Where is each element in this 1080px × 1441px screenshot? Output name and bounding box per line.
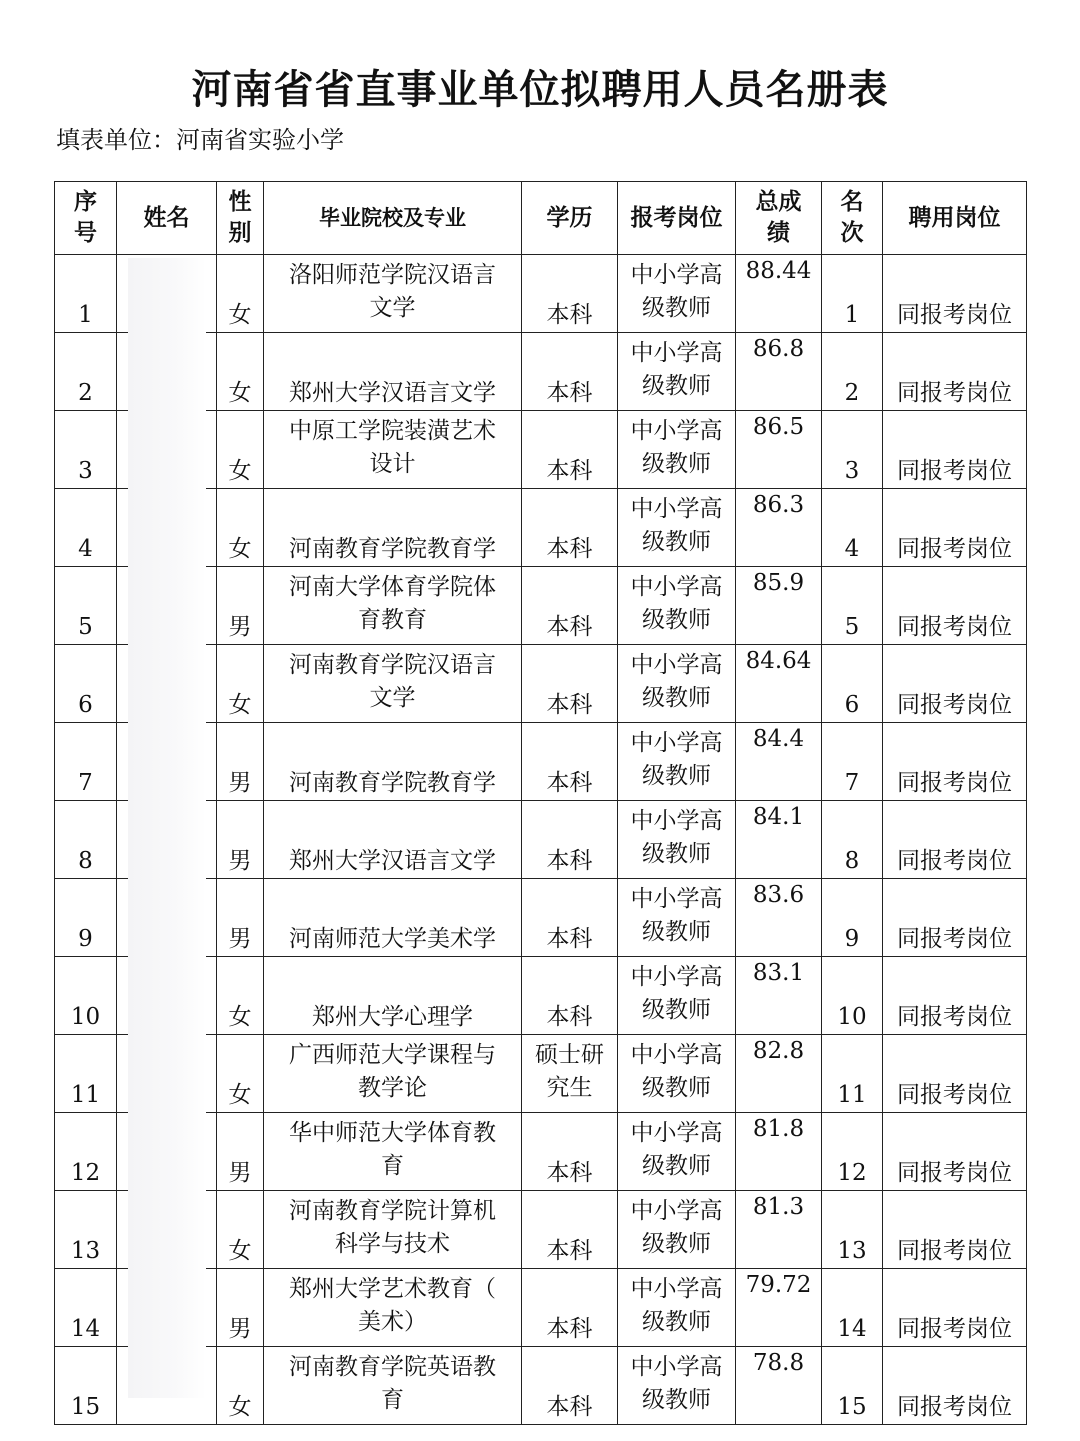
cell-hired-post: 同报考岗位 [883, 1347, 1027, 1425]
cell-school-major-line: 郑州大学艺术教育（ [289, 1276, 496, 1302]
cell-gender: 男 [217, 1269, 264, 1347]
cell-school-major-line: 科学与技术 [335, 1231, 450, 1257]
cell-rank: 1 [822, 255, 883, 333]
cell-applied-post [618, 411, 736, 489]
header-rank [822, 182, 883, 255]
cell-applied-post [618, 1113, 736, 1191]
cell-applied-post-line: 中小学高 [630, 1354, 723, 1380]
page-title: 河南省省直事业单位拟聘用人员名册表 [191, 67, 889, 113]
cell-education: 本科 [522, 801, 618, 879]
cell-school-major [264, 411, 522, 489]
cell-rank: 7 [822, 723, 883, 801]
cell-total-score: 86.8 [736, 333, 822, 411]
cell-school-major [264, 1191, 522, 1269]
cell-school-major-line: 广西师范大学课程与 [289, 1042, 496, 1068]
cell-applied-post-line: 级教师 [642, 295, 711, 321]
header-seq [55, 182, 117, 255]
cell-applied-post-line: 中小学高 [630, 340, 723, 366]
cell-seq: 12 [55, 1113, 117, 1191]
cell-seq: 13 [55, 1191, 117, 1269]
cell-applied-post-line: 级教师 [642, 919, 711, 945]
cell-seq: 6 [55, 645, 117, 723]
cell-hired-post: 同报考岗位 [883, 723, 1027, 801]
header-seq-text: 序号 [74, 189, 97, 246]
cell-applied-post-line: 级教师 [642, 607, 711, 633]
cell-applied-post-line: 中小学高 [630, 262, 723, 288]
cell-total-score: 81.3 [736, 1191, 822, 1269]
cell-total-score: 84.4 [736, 723, 822, 801]
cell-seq: 14 [55, 1269, 117, 1347]
cell-total-score: 84.1 [736, 801, 822, 879]
cell-seq: 4 [55, 489, 117, 567]
cell-applied-post-line: 级教师 [642, 373, 711, 399]
cell-applied-post-line: 级教师 [642, 841, 711, 867]
cell-school-major: 郑州大学汉语言文学 [264, 333, 522, 411]
cell-rank: 14 [822, 1269, 883, 1347]
cell-applied-post-line: 中小学高 [630, 808, 723, 834]
cell-school-major-line: 华中师范大学体育教 [289, 1120, 496, 1146]
cell-applied-post-line: 级教师 [642, 1309, 711, 1335]
cell-gender: 女 [217, 1347, 264, 1425]
cell-education-line: 硕士研 [535, 1042, 604, 1068]
cell-applied-post-line: 中小学高 [630, 496, 723, 522]
cell-gender: 男 [217, 879, 264, 957]
cell-rank: 10 [822, 957, 883, 1035]
cell-rank: 9 [822, 879, 883, 957]
cell-rank: 3 [822, 411, 883, 489]
cell-education: 本科 [522, 723, 618, 801]
cell-rank: 11 [822, 1035, 883, 1113]
cell-gender: 女 [217, 333, 264, 411]
cell-hired-post: 同报考岗位 [883, 567, 1027, 645]
header-education: 学历 [522, 182, 618, 255]
cell-school-major [264, 1113, 522, 1191]
cell-seq: 11 [55, 1035, 117, 1113]
cell-seq: 10 [55, 957, 117, 1035]
cell-total-score: 83.1 [736, 957, 822, 1035]
header-hired-post: 聘用岗位 [883, 182, 1027, 255]
cell-gender: 女 [217, 1191, 264, 1269]
header-name: 姓名 [117, 182, 217, 255]
cell-school-major: 郑州大学汉语言文学 [264, 801, 522, 879]
cell-education: 本科 [522, 1191, 618, 1269]
cell-total-score: 79.72 [736, 1269, 822, 1347]
cell-gender: 女 [217, 489, 264, 567]
cell-seq: 8 [55, 801, 117, 879]
cell-education: 本科 [522, 333, 618, 411]
cell-gender: 男 [217, 723, 264, 801]
cell-total-score: 86.5 [736, 411, 822, 489]
header-gender-text: 性别 [228, 189, 252, 246]
cell-hired-post: 同报考岗位 [883, 411, 1027, 489]
cell-school-major [264, 645, 522, 723]
cell-applied-post-line: 级教师 [642, 1153, 711, 1179]
cell-applied-post [618, 879, 736, 957]
cell-applied-post [618, 567, 736, 645]
cell-total-score: 88.44 [736, 255, 822, 333]
cell-gender: 女 [217, 957, 264, 1035]
cell-school-major [264, 1269, 522, 1347]
cell-rank: 5 [822, 567, 883, 645]
cell-rank: 8 [822, 801, 883, 879]
cell-rank: 4 [822, 489, 883, 567]
cell-total-score: 83.6 [736, 879, 822, 957]
cell-applied-post-line: 中小学高 [630, 418, 723, 444]
cell-rank: 13 [822, 1191, 883, 1269]
cell-hired-post: 同报考岗位 [883, 333, 1027, 411]
cell-school-major: 郑州大学心理学 [264, 957, 522, 1035]
cell-education: 本科 [522, 1113, 618, 1191]
cell-applied-post-line: 中小学高 [630, 652, 723, 678]
cell-school-major [264, 1035, 522, 1113]
cell-gender: 男 [217, 567, 264, 645]
cell-school-major-line: 育 [381, 1387, 404, 1413]
cell-school-major-line: 河南教育学院计算机 [289, 1198, 496, 1224]
cell-hired-post: 同报考岗位 [883, 1035, 1027, 1113]
name-redaction [128, 258, 206, 1398]
cell-hired-post: 同报考岗位 [883, 1113, 1027, 1191]
cell-applied-post [618, 645, 736, 723]
cell-school-major-line: 育教育 [358, 607, 427, 633]
cell-school-major-line: 河南教育学院英语教 [289, 1354, 496, 1380]
cell-gender: 女 [217, 1035, 264, 1113]
cell-total-score: 78.8 [736, 1347, 822, 1425]
header-gender [217, 182, 264, 255]
cell-education-line: 究生 [546, 1075, 593, 1101]
cell-school-major-line: 美术） [358, 1309, 427, 1335]
cell-applied-post-line: 级教师 [642, 685, 711, 711]
cell-applied-post [618, 255, 736, 333]
cell-school-major: 河南教育学院教育学 [264, 723, 522, 801]
cell-school-major [264, 255, 522, 333]
cell-education: 本科 [522, 879, 618, 957]
cell-education: 本科 [522, 645, 618, 723]
cell-seq: 3 [55, 411, 117, 489]
cell-education: 本科 [522, 411, 618, 489]
cell-applied-post [618, 333, 736, 411]
cell-school-major-line: 文学 [369, 685, 416, 711]
cell-school-major-line: 设计 [369, 451, 416, 477]
cell-applied-post-line: 中小学高 [630, 886, 723, 912]
cell-education: 本科 [522, 255, 618, 333]
cell-gender: 男 [217, 801, 264, 879]
cell-applied-post [618, 489, 736, 567]
cell-seq: 9 [55, 879, 117, 957]
cell-gender: 女 [217, 411, 264, 489]
cell-seq: 5 [55, 567, 117, 645]
cell-applied-post-line: 级教师 [642, 529, 711, 555]
cell-school-major-line: 教学论 [358, 1075, 427, 1101]
cell-education: 本科 [522, 489, 618, 567]
cell-school-major [264, 567, 522, 645]
cell-applied-post-line: 级教师 [642, 1387, 711, 1413]
cell-hired-post: 同报考岗位 [883, 801, 1027, 879]
cell-school-major-line: 育 [381, 1153, 404, 1179]
cell-seq: 7 [55, 723, 117, 801]
cell-applied-post [618, 723, 736, 801]
cell-hired-post: 同报考岗位 [883, 645, 1027, 723]
fill-unit-label: 填表单位：河南省实验小学 [56, 126, 344, 154]
cell-education [522, 1035, 618, 1113]
cell-seq: 15 [55, 1347, 117, 1425]
cell-applied-post-line: 级教师 [642, 763, 711, 789]
cell-applied-post-line: 级教师 [642, 997, 711, 1023]
cell-education: 本科 [522, 567, 618, 645]
cell-applied-post-line: 级教师 [642, 1231, 711, 1257]
cell-school-major-line: 河南教育学院汉语言 [289, 652, 496, 678]
cell-applied-post-line: 级教师 [642, 451, 711, 477]
cell-gender: 女 [217, 645, 264, 723]
cell-rank: 12 [822, 1113, 883, 1191]
cell-rank: 6 [822, 645, 883, 723]
cell-applied-post-line: 中小学高 [630, 964, 723, 990]
header-applied-post: 报考岗位 [618, 182, 736, 255]
cell-total-score: 81.8 [736, 1113, 822, 1191]
cell-hired-post: 同报考岗位 [883, 957, 1027, 1035]
cell-applied-post [618, 1035, 736, 1113]
cell-school-major [264, 1347, 522, 1425]
cell-applied-post [618, 801, 736, 879]
cell-gender: 女 [217, 255, 264, 333]
cell-applied-post-line: 中小学高 [630, 1276, 723, 1302]
cell-applied-post [618, 1191, 736, 1269]
cell-total-score: 85.9 [736, 567, 822, 645]
cell-applied-post-line: 中小学高 [630, 730, 723, 756]
cell-applied-post [618, 1269, 736, 1347]
cell-applied-post [618, 957, 736, 1035]
cell-education: 本科 [522, 1269, 618, 1347]
cell-applied-post [618, 1347, 736, 1425]
header-total-score [736, 182, 822, 255]
cell-hired-post: 同报考岗位 [883, 1191, 1027, 1269]
cell-rank: 2 [822, 333, 883, 411]
cell-total-score: 86.3 [736, 489, 822, 567]
cell-school-major-line: 河南大学体育学院体 [289, 574, 496, 600]
cell-school-major-line: 中原工学院装潢艺术 [289, 418, 496, 444]
cell-gender: 男 [217, 1113, 264, 1191]
header-school-major: 毕业院校及专业 [264, 182, 522, 255]
cell-school-major-line: 文学 [369, 295, 416, 321]
cell-education: 本科 [522, 957, 618, 1035]
cell-hired-post: 同报考岗位 [883, 489, 1027, 567]
cell-school-major: 河南师范大学美术学 [264, 879, 522, 957]
cell-hired-post: 同报考岗位 [883, 1269, 1027, 1347]
cell-applied-post-line: 级教师 [642, 1075, 711, 1101]
cell-rank: 15 [822, 1347, 883, 1425]
table-header [55, 182, 1027, 255]
cell-school-major-line: 洛阳师范学院汉语言 [289, 262, 496, 288]
cell-seq: 1 [55, 255, 117, 333]
cell-applied-post-line: 中小学高 [630, 1042, 723, 1068]
cell-applied-post-line: 中小学高 [630, 1120, 723, 1146]
cell-hired-post: 同报考岗位 [883, 879, 1027, 957]
header-total-score-text: 总成绩 [755, 189, 802, 246]
cell-total-score: 82.8 [736, 1035, 822, 1113]
cell-school-major: 河南教育学院教育学 [264, 489, 522, 567]
cell-seq: 2 [55, 333, 117, 411]
header-rank-text: 名次 [840, 189, 864, 246]
cell-applied-post-line: 中小学高 [630, 1198, 723, 1224]
cell-applied-post-line: 中小学高 [630, 574, 723, 600]
cell-total-score: 84.64 [736, 645, 822, 723]
cell-hired-post: 同报考岗位 [883, 255, 1027, 333]
cell-education: 本科 [522, 1347, 618, 1425]
